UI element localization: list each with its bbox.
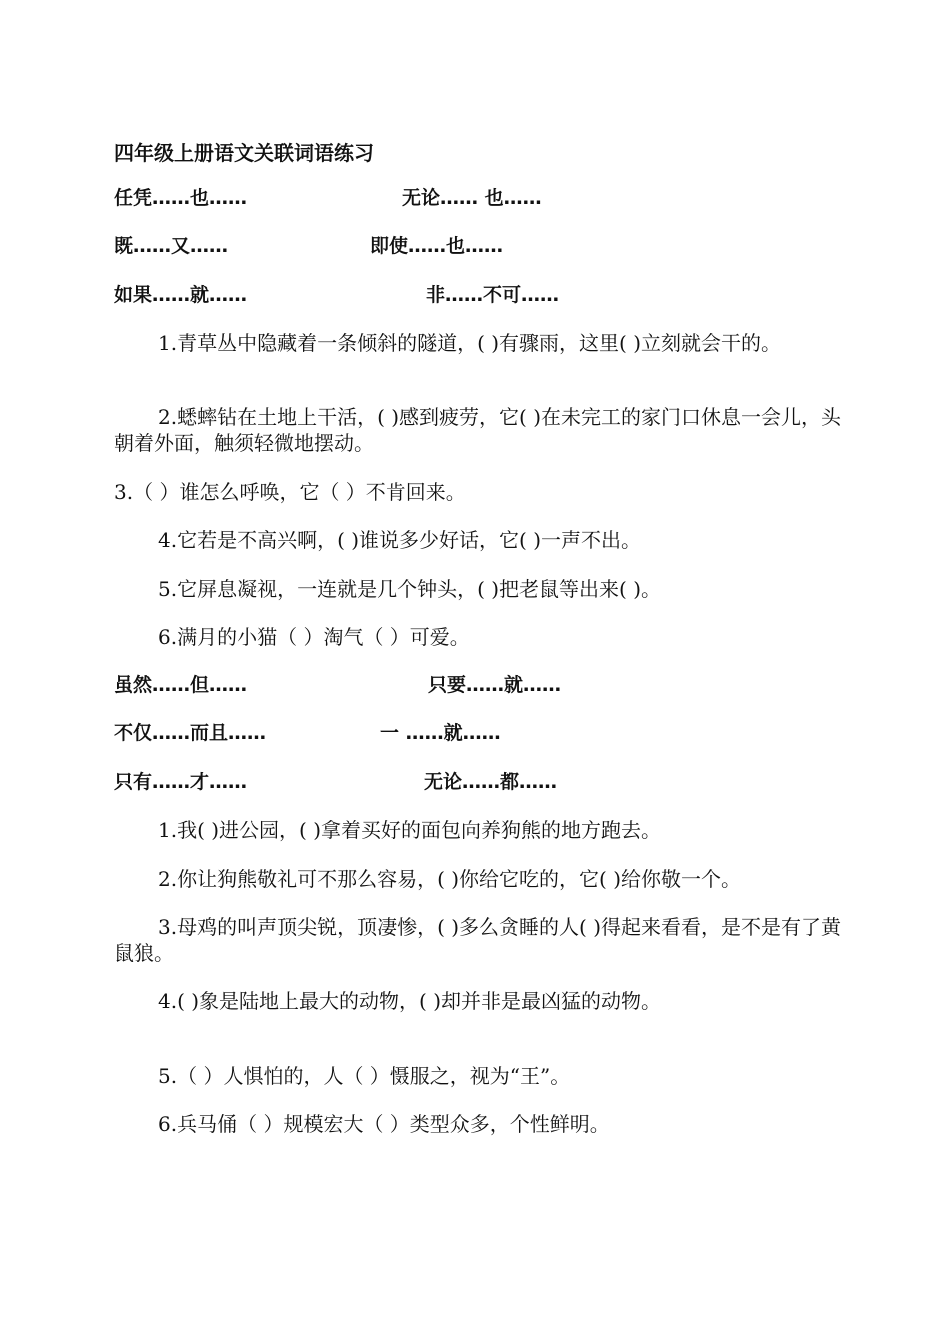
exercise-sentence: 6.满月的小猫（ ）淘气（ ）可爱。 — [158, 625, 470, 649]
conjunction-pair: 一 ……就…… — [380, 722, 501, 744]
exercise-sentence: 5.（ ）人惧怕的，人（ ）慑服之，视为“王”。 — [158, 1064, 571, 1088]
conjunction-pair: 非……不可…… — [426, 284, 560, 306]
conjunction-pair: 任凭……也…… — [114, 187, 248, 209]
conjunction-pair: 只要……就…… — [428, 674, 562, 696]
exercise-sentence: 2.你让狗熊敬礼可不那么容易，( )你给它吃的，它( )给你敬一个。 — [158, 867, 742, 891]
exercise-sentence: 3.母鸡的叫声顶尖锐，顶凄惨，( )多么贪睡的人( )得起来看看，是不是有了黄鼠狼。 — [114, 915, 842, 965]
conjunction-pair: 既……又…… — [114, 235, 229, 257]
exercise-sentence: 5.它屏息凝视，一连就是几个钟头，( )把老鼠等出来( )。 — [158, 577, 662, 601]
exercise-sentence: 4.( )象是陆地上最大的动物，( )却并非是最凶猛的动物。 — [158, 989, 662, 1013]
exercise-sentence: 3.（ ）谁怎么呼唤，它（ ）不肯回来。 — [114, 480, 466, 504]
conjunction-pair: 无论…… 也…… — [402, 187, 542, 209]
conjunction-pair: 只有……才…… — [114, 771, 248, 793]
exercise-sentence: 2.蟋蟀钻在土地上干活，( )感到疲劳，它( )在未完工的家门口休息一会儿，头朝着外面，触须轻微地摆动。 — [114, 405, 842, 455]
exercise-sentence: 6.兵马俑（ ）规模宏大（ ）类型众多，个性鲜明。 — [158, 1112, 610, 1136]
conjunction-pair: 即使……也…… — [370, 235, 504, 257]
exercise-sentence: 1.青草丛中隐藏着一条倾斜的隧道，( )有骤雨，这里( )立刻就会干的。 — [158, 331, 782, 355]
conjunction-pair: 如果……就…… — [114, 284, 248, 306]
conjunction-pair: 不仅……而且…… — [114, 722, 267, 744]
conjunction-pair: 无论……都…… — [424, 771, 558, 793]
exercise-sentence: 1.我( )进公园，( )拿着买好的面包向养狗熊的地方跑去。 — [158, 818, 662, 842]
page-title: 四年级上册语文关联词语练习 — [114, 141, 374, 165]
conjunction-pair: 虽然……但…… — [114, 674, 248, 696]
exercise-sentence: 4.它若是不高兴啊，( )谁说多少好话，它( )一声不出。 — [158, 528, 642, 552]
